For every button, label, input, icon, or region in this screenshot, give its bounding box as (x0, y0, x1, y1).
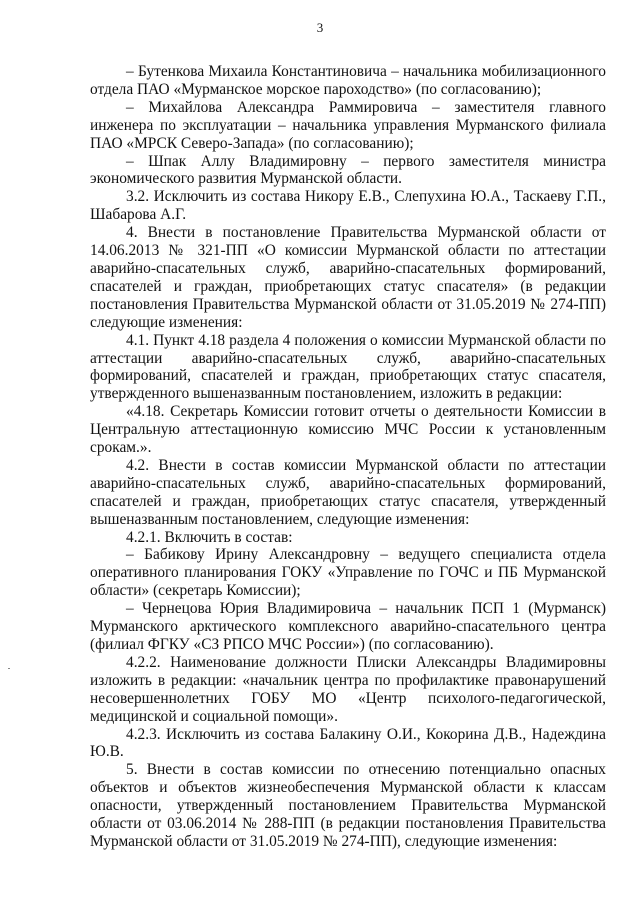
paragraph-4-2-3: 4.2.3. Исключить из состава Балакину О.И., Кокорина Д.В., Надеждина Ю.В. (90, 725, 606, 761)
page-number: 3 (316, 20, 324, 35)
paragraph-4-2-2: 4.2.2. Наименование должности Плиски Александры Владимировны изложить в редакции: «начальник центра по профилактике правонарушений несовершеннолетних ГОБУ МО «Центр психолого-педагогической, медицинской и социальной помощи». (90, 653, 606, 725)
paragraph-member-butenkov: – Бутенкова Михаила Константиновича – начальника мобилизационного отдела ПАО «Мурманское морское пароходство» (по согласованию); (90, 63, 606, 98)
paragraph-4-2: 4.2. Внести в состав комиссии Мурманской области по аттестации аварийно-спасательных служб, аварийно-спасательных формирований, спасателей и граждан, приобретающих статус спасателя, утвержденный вышеназванным постановлением, следующие изменения: (90, 456, 606, 528)
paragraph-4-2-1: 4.2.1. Включить в состав: (126, 528, 293, 546)
paragraph-4: 4. Внести в постановление Правительства Мурманской области от 14.06.2013 № 321-ПП «О комиссии Мурманской области по аттестации аварийно-спасательных служб, аварийно-спасательных формирований, спасателей и граждан, приобретающих статус спасателя» (в редакции постановления Правительства Мурманской области от 31.05.2019 № 274-ПП) следующие изменения: (90, 224, 606, 331)
paragraph-member-shpak: – Шпак Аллу Владимировну – первого заместителя министра экономического развития Мурманской области. (90, 152, 606, 188)
paragraph-member-mikhailov: – Михайлова Александра Раммировича – заместителя главного инженера по эксплуатации – начальника управления Мурманского филиала ПАО «МРСК Северо-Запада» (по согласованию); (90, 98, 606, 152)
paragraph-member-babikova: – Бабикову Ирину Александровну – ведущего специалиста отдела оперативного планирования ГОКУ «Управление по ГОЧС и ПБ Мурманской области» (секретарь Комиссии); (90, 546, 606, 600)
paragraph-4-1: 4.1. Пункт 4.18 раздела 4 положения о комиссии Мурманской области по аттестации аварийно-спасательных служб, аварийно-спасательных формирований, спасателей и граждан, приобретающих статус спасателя, утвержденного вышеназванным постановлением, изложить в редакции: (90, 331, 606, 403)
paragraph-5: 5. Внести в состав комиссии по отнесению потенциально опасных объектов и объектов жизнеобеспечения Мурманской области к классам опасности, утвержденный постановлением Правительства Мурманской области от 03.06.2014 № 288-ПП (в редакции постановления Правительства Мурманской области от 31.05.2019 № 274-ПП), следующие изменения: (90, 761, 606, 850)
paragraph-member-chernetsov: – Чернецова Юрия Владимировича – начальник ПСП 1 (Мурманск) Мурманского арктического комплексного аварийно-спасательного центра (филиал ФГКУ «СЗ РПСО МЧС России») (по согласованию). (90, 600, 606, 653)
paragraph-4-18-quote: «4.18. Секретарь Комиссии готовит отчеты о деятельности Комиссии в Центральную аттестационную комиссию МЧС России к установленным срокам.». (90, 403, 606, 457)
document-body (90, 63, 606, 851)
scan-mark (8, 668, 10, 669)
paragraph-3-2: 3.2. Исключить из состава Никору Е.В., Слепухина Ю.А., Таскаеву Г.П., Шабарова А.Г. (90, 188, 606, 224)
